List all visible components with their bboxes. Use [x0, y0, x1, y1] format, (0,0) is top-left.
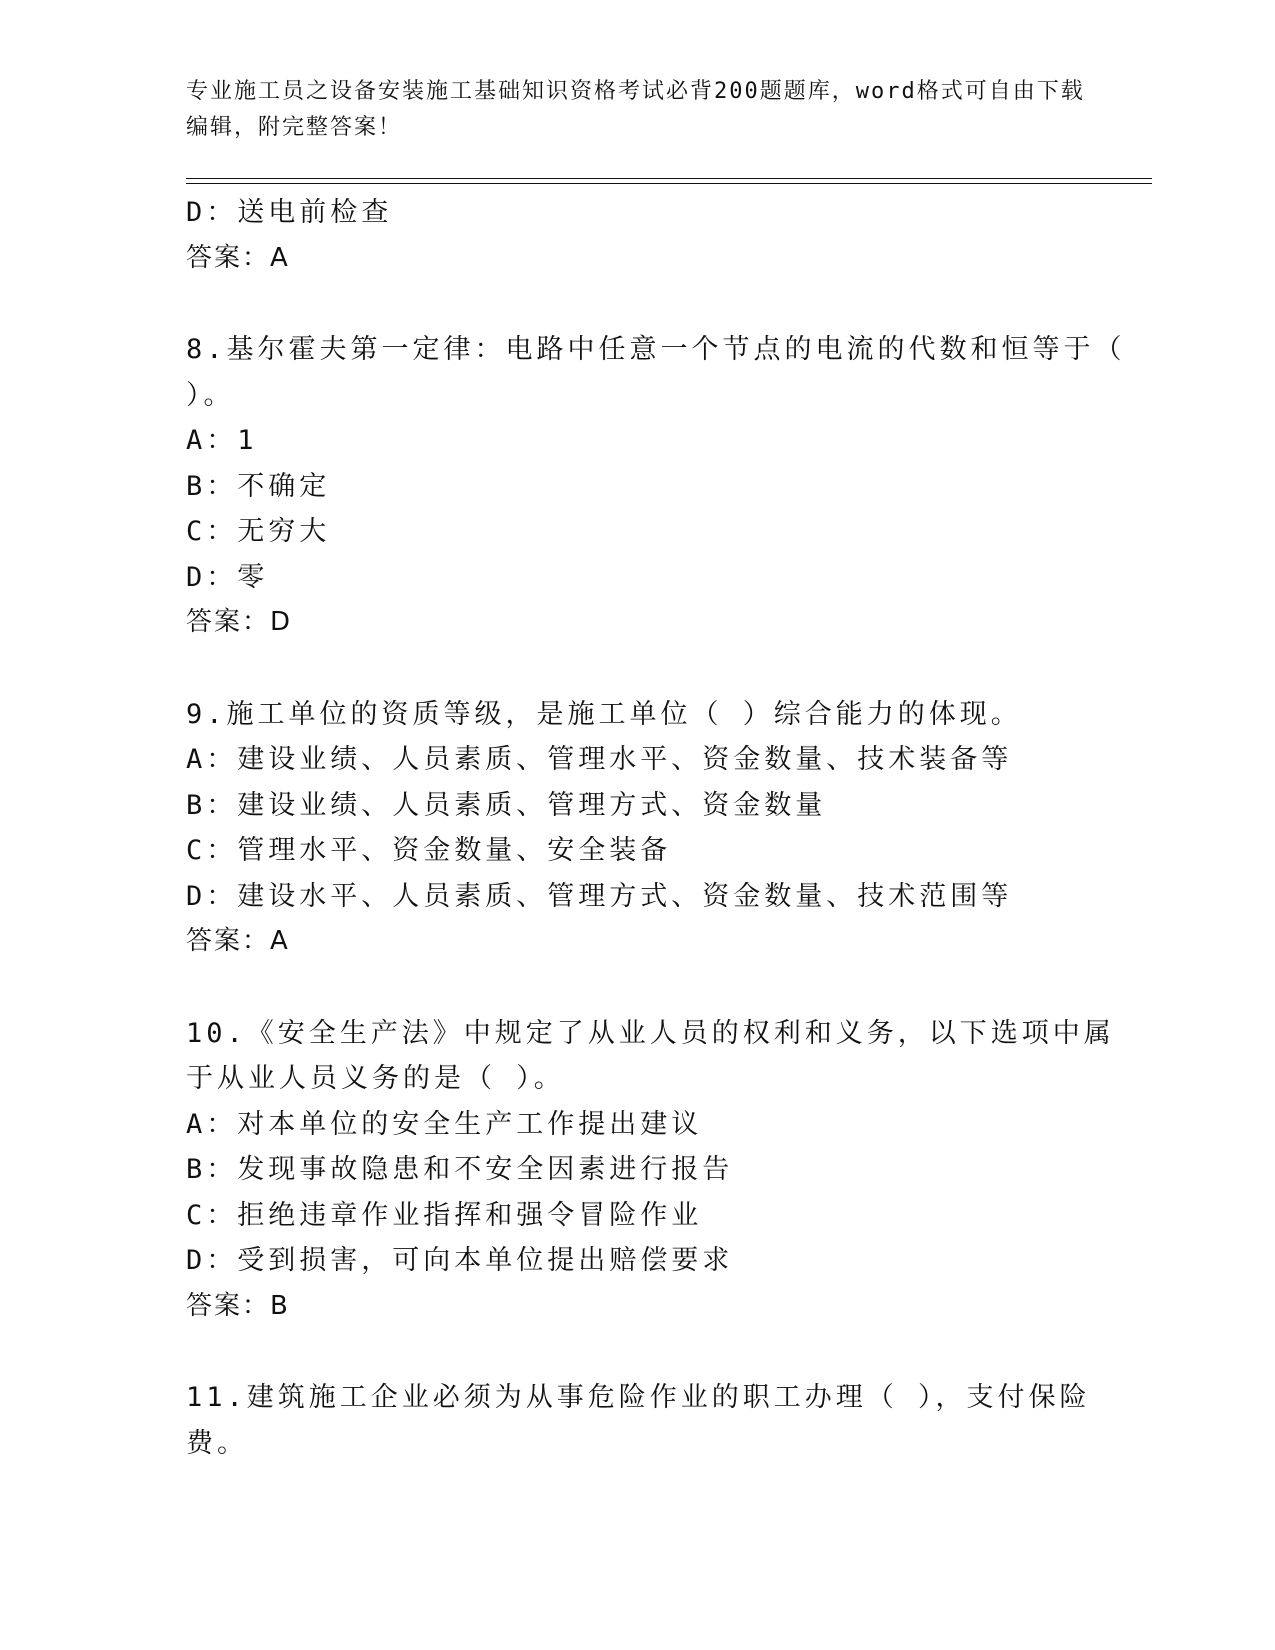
option-a: A：对本单位的安全生产工作提出建议 — [186, 1108, 703, 1140]
option-d: D：受到损害，可向本单位提出赔偿要求 — [186, 1245, 734, 1276]
question-8 — [186, 327, 1126, 646]
header-rule-top — [186, 178, 1152, 179]
spacer — [186, 281, 1126, 327]
option-b: B：发现事故隐患和不安全因素进行报告 — [186, 1154, 734, 1185]
option-d: D：送电前检查 — [186, 197, 393, 228]
answer-line: 答案：A — [186, 242, 290, 273]
question-text: 8.基尔霍夫第一定律：电路中任意一个节点的电流的代数和恒等于（ ）。 — [186, 334, 1126, 411]
question-text: 11.建筑施工企业必须为从事危险作业的职工办理（ ），支付保险费。 — [186, 1382, 1091, 1459]
option-a: A：1 — [186, 425, 258, 456]
option-c: C：拒绝违章作业指挥和强令冒险作业 — [186, 1199, 703, 1231]
document-header — [186, 74, 1086, 146]
question-list — [186, 190, 1126, 1466]
question-9 — [186, 692, 1126, 965]
option-c: C：管理水平、资金数量、安全装备 — [186, 835, 672, 866]
option-d: D：零 — [186, 561, 269, 593]
header-rule-bottom — [186, 183, 1152, 184]
answer-line: 答案：B — [186, 1290, 290, 1321]
option-d: D：建设水平、人员素质、管理方式、资金数量、技术范围等 — [186, 880, 1013, 912]
spacer — [186, 965, 1126, 1011]
answer-line: 答案：A — [186, 926, 290, 956]
answer-line: 答案：D — [186, 607, 293, 637]
spacer — [186, 646, 1126, 692]
question-text: 10.《安全生产法》中规定了从业人员的权利和义务，以下选项中属于从业人员义务的是（ ）。 — [186, 1017, 1115, 1094]
option-b: B：建设业绩、人员素质、管理方式、资金数量 — [186, 789, 827, 821]
option-a: A：建设业绩、人员素质、管理水平、资金数量、技术装备等 — [186, 744, 1013, 775]
question-11 — [186, 1375, 1126, 1466]
option-c: C：无穷大 — [186, 516, 331, 547]
question-text: 9.施工单位的资质等级，是施工单位（ ）综合能力的体现。 — [186, 698, 1022, 730]
spacer — [186, 1329, 1126, 1375]
header-text: 专业施工员之设备安装施工基础知识资格考试必背200题题库，word格式可自由下载编辑，附完整答案！ — [186, 79, 1085, 140]
question-10 — [186, 1011, 1126, 1330]
option-b: B：不确定 — [186, 470, 331, 502]
